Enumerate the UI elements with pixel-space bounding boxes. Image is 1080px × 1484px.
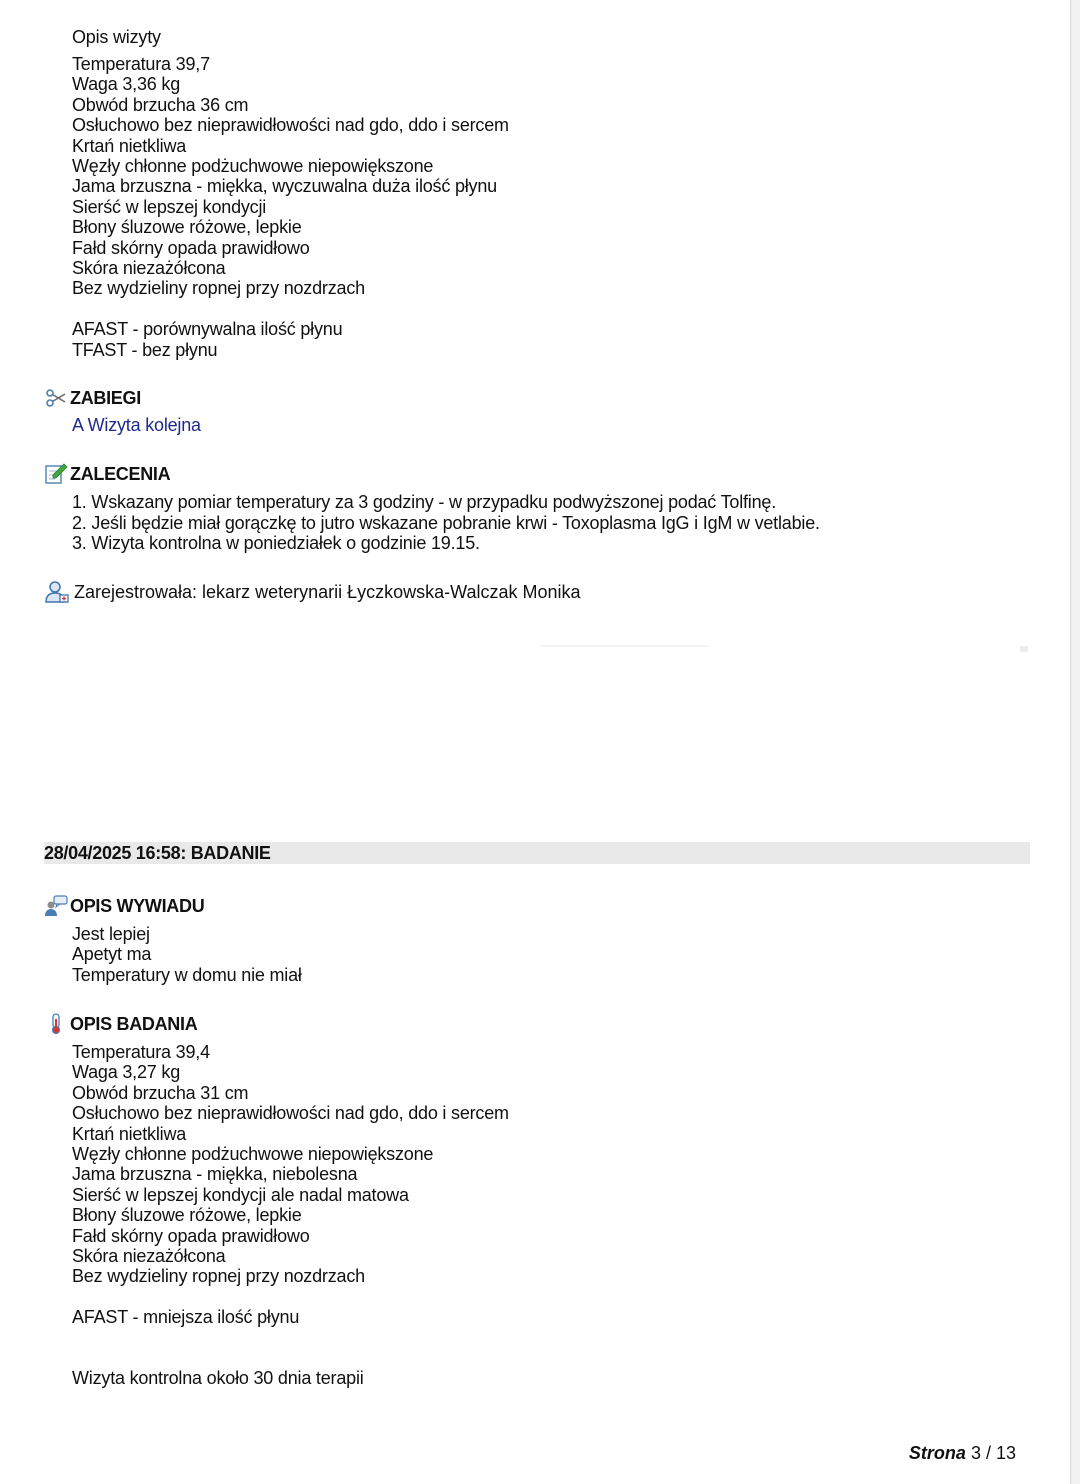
wywiad-line: Temperatury w domu nie miał	[72, 964, 302, 985]
badanie-line: Krtań nietkliwa	[72, 1123, 187, 1144]
page-number	[909, 1443, 1016, 1464]
exam-line: Temperatura 39,7	[72, 54, 210, 74]
badanie-line: Wizyta kontrolna około 30 dnia terapii	[72, 1368, 364, 1389]
badanie-line: Sierść w lepszej kondycji ale nadal matowa	[72, 1184, 409, 1205]
thermometer-icon	[44, 1013, 68, 1035]
badanie-line: Jama brzuszna - miękka, niebolesna	[72, 1164, 358, 1185]
exam-line: Błony śluzowe różowe, lepkie	[72, 217, 302, 238]
first-visit-exam-lines	[72, 54, 509, 360]
badanie-line: Obwód brzucha 31 cm	[72, 1082, 249, 1103]
exam-line: Skóra niezażółcona	[72, 258, 226, 279]
zabiegi-heading	[44, 387, 141, 409]
badanie-line: Bez wydzieliny ropnej przy nozdrzach	[72, 1266, 365, 1287]
exam-line: AFAST - porównywalna ilość płynu	[72, 319, 343, 340]
visit-header-bar: 28/04/2025 16:58: BADANIE	[44, 842, 1030, 864]
opis-badania-heading-text: OPIS BADANIA	[70, 1013, 198, 1034]
zalecenia-list	[72, 492, 820, 554]
exam-line: Obwód brzucha 36 cm	[72, 94, 249, 115]
exam-line: Krtań nietkliwa	[72, 135, 187, 156]
registered-by-text: Zarejestrowała: lekarz weterynarii Łyczkowska-Walczak Monika	[74, 581, 581, 602]
opis-wizyty-label: Opis wizyty	[72, 27, 161, 47]
zalecenie-item: 3. Wizyta kontrolna w poniedziałek o godzinie 19.15.	[72, 533, 480, 553]
opis-wywiadu-heading	[44, 895, 204, 917]
scan-artifact	[540, 645, 710, 647]
scan-artifact	[1020, 646, 1028, 652]
badanie-line	[72, 1348, 509, 1368]
wywiad-lines	[72, 924, 302, 985]
badanie-line	[72, 1328, 509, 1348]
zalecenie-item: 2. Jeśli będzie miał gorączkę to jutro wskazane pobranie krwi - Toxoplasma IgG i IgM w vetlabie.	[72, 512, 820, 533]
first-visit-opis-label-block	[72, 27, 161, 47]
scissors-icon	[44, 387, 68, 409]
page-separator: /	[980, 1443, 996, 1463]
speech-person-icon	[44, 895, 68, 917]
badanie-line: Waga 3,27 kg	[72, 1062, 180, 1083]
badanie-line: Błony śluzowe różowe, lepkie	[72, 1205, 302, 1226]
exam-line: Sierść w lepszej kondycji	[72, 196, 267, 217]
page-label: Strona	[908, 1443, 966, 1463]
wywiad-line: Apetyt ma	[72, 944, 152, 965]
badanie-line: Węzły chłonne podżuchwowe niepowiększone	[72, 1144, 434, 1165]
badania-lines	[72, 1042, 509, 1389]
badanie-line: AFAST - mniejsza ilość płynu	[72, 1307, 300, 1328]
badanie-line: Skóra niezażółcona	[72, 1246, 226, 1267]
registered-by	[44, 580, 581, 604]
zalecenia-heading	[44, 463, 170, 485]
page-current: 3	[970, 1443, 981, 1463]
exam-line	[72, 299, 509, 319]
edit-notepad-icon	[44, 463, 68, 485]
opis-badania-heading	[44, 1013, 197, 1035]
zalecenie-item: 1. Wskazany pomiar temperatury za 3 godziny - w przypadku podwyższonej podać Tolfinę.	[72, 492, 777, 512]
wywiad-line: Jest lepiej	[72, 924, 150, 944]
badanie-line: Fałd skórny opada prawidłowo	[72, 1225, 310, 1246]
badanie-line: Temperatura 39,4	[72, 1042, 210, 1062]
exam-line: TFAST - bez płynu	[72, 339, 218, 360]
opis-wywiadu-heading-text: OPIS WYWIADU	[70, 895, 205, 916]
zabiegi-heading-text: ZABIEGI	[70, 387, 141, 408]
zabiegi-item[interactable]: A Wizyta kolejna	[72, 415, 201, 435]
page-total: 13	[995, 1443, 1016, 1463]
doctor-user-icon	[44, 580, 70, 604]
badanie-line	[72, 1287, 509, 1307]
exam-line: Jama brzuszna - miękka, wyczuwalna duża ilość płynu	[72, 176, 497, 197]
exam-line: Waga 3,36 kg	[72, 74, 180, 95]
exam-line: Węzły chłonne podżuchwowe niepowiększone	[72, 156, 434, 177]
zalecenia-heading-text: ZALECENIA	[70, 463, 171, 484]
exam-line: Bez wydzieliny ropnej przy nozdrzach	[72, 278, 365, 299]
exam-line: Osłuchowo bez nieprawidłowości nad gdo, ddo i sercem	[72, 115, 509, 136]
exam-line: Fałd skórny opada prawidłowo	[72, 237, 310, 258]
badanie-line: Osłuchowo bez nieprawidłowości nad gdo, ddo i sercem	[72, 1103, 509, 1124]
